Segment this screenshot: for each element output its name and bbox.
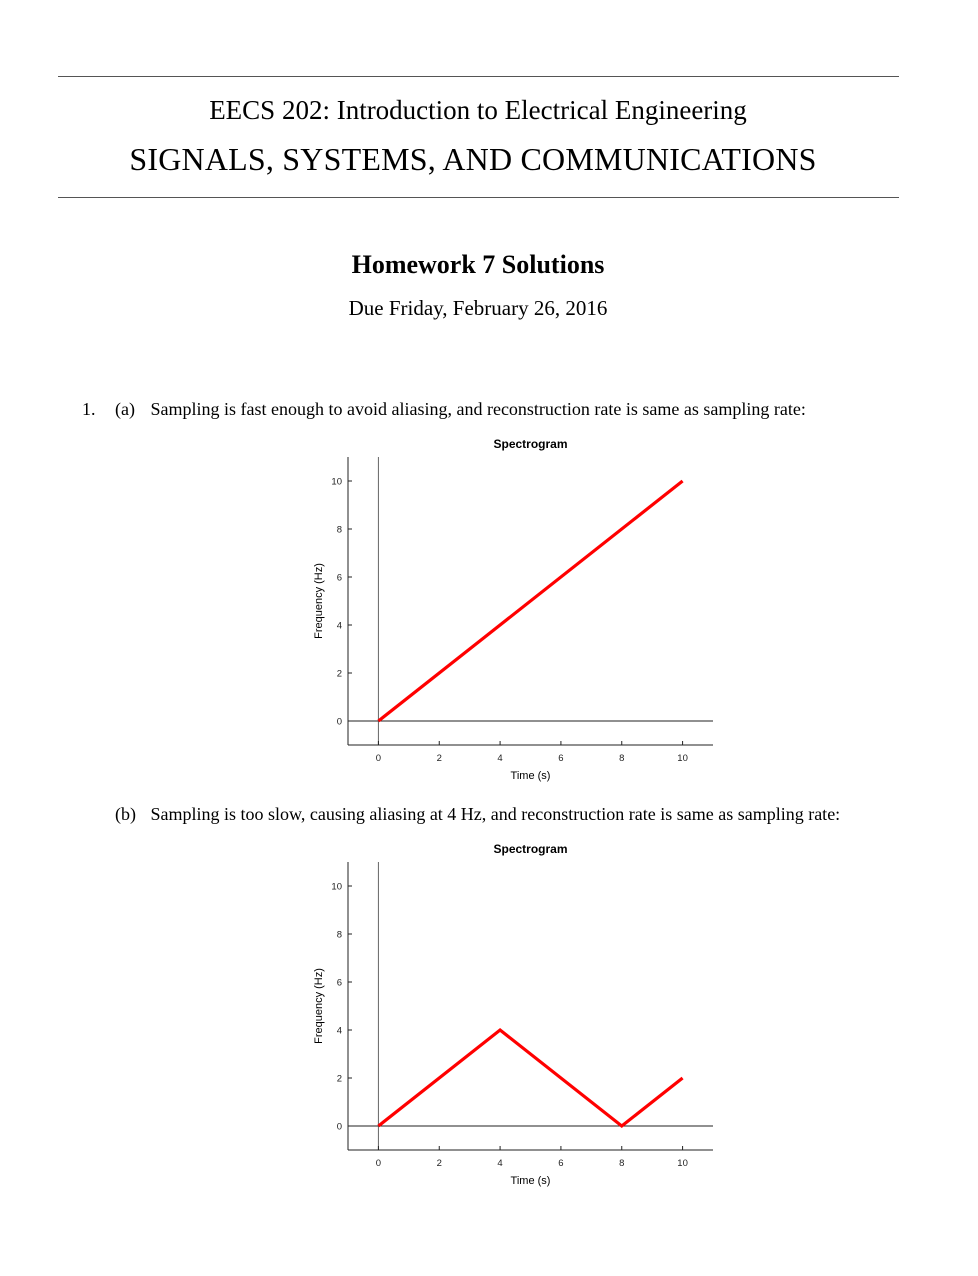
y-tick-label: 4 xyxy=(336,620,342,632)
y-tick-label: 4 xyxy=(336,1025,342,1037)
due-date: Due Friday, February 26, 2016 xyxy=(348,296,608,320)
x-tick-label: 6 xyxy=(558,753,564,764)
header-top-rule xyxy=(58,76,899,77)
y-tick-label: 2 xyxy=(336,668,342,680)
x-axis-label: Time (s) xyxy=(510,770,551,782)
x-tick-label: 4 xyxy=(497,753,503,764)
spectrogram-chart-a xyxy=(300,435,730,790)
y-tick-label: 6 xyxy=(336,572,342,584)
x-tick-label: 10 xyxy=(677,1158,688,1169)
course-title: EECS 202: Introduction to Electrical Engineering xyxy=(209,95,747,125)
homework-title: Homework 7 Solutions xyxy=(351,250,605,279)
y-tick-label: 10 xyxy=(331,881,342,893)
x-tick-label: 6 xyxy=(558,1158,564,1169)
x-tick-label: 0 xyxy=(375,753,382,764)
series-line-0 xyxy=(378,481,682,721)
part-a-label: (a) xyxy=(115,399,135,419)
x-tick-label: 0 xyxy=(375,1158,382,1169)
y-axis-label: Frequency (Hz) xyxy=(313,968,325,1044)
x-tick-label: 10 xyxy=(677,753,688,764)
chart-title: Spectrogram xyxy=(493,437,568,451)
part-b xyxy=(115,802,840,826)
part-a xyxy=(115,397,806,421)
spectrogram-chart-b xyxy=(300,840,730,1195)
part-b-label: (b) xyxy=(115,804,136,824)
series-line-0 xyxy=(378,1030,682,1126)
chart-axes xyxy=(313,842,713,1187)
x-axis-label: Time (s) xyxy=(510,1175,551,1187)
y-axis-label: Frequency (Hz) xyxy=(313,563,325,639)
y-tick-label: 8 xyxy=(336,929,342,941)
y-tick-label: 0 xyxy=(336,716,342,728)
x-tick-label: 8 xyxy=(619,1158,625,1169)
x-tick-label: 2 xyxy=(436,1158,442,1169)
header-bottom-rule xyxy=(58,197,899,198)
y-tick-label: 0 xyxy=(336,1121,342,1133)
x-tick-label: 2 xyxy=(436,753,442,764)
x-tick-label: 8 xyxy=(619,753,625,764)
part-b-text: Sampling is too slow, causing aliasing at 4 Hz, and reconstruction rate is same as sampling rate: xyxy=(150,804,841,824)
part-a-text: Sampling is fast enough to avoid aliasing, and reconstruction rate is same as sampling rate: xyxy=(150,399,806,419)
y-tick-label: 8 xyxy=(336,524,342,536)
problem-number: 1. xyxy=(82,399,96,419)
y-tick-label: 2 xyxy=(336,1073,342,1085)
course-subject: SIGNALS, SYSTEMS, AND COMMUNICATIONS xyxy=(129,141,817,177)
y-tick-label: 10 xyxy=(331,476,342,488)
x-tick-label: 4 xyxy=(497,1158,503,1169)
chart-axes xyxy=(313,437,713,782)
chart-title: Spectrogram xyxy=(493,842,568,856)
y-tick-label: 6 xyxy=(336,977,342,989)
